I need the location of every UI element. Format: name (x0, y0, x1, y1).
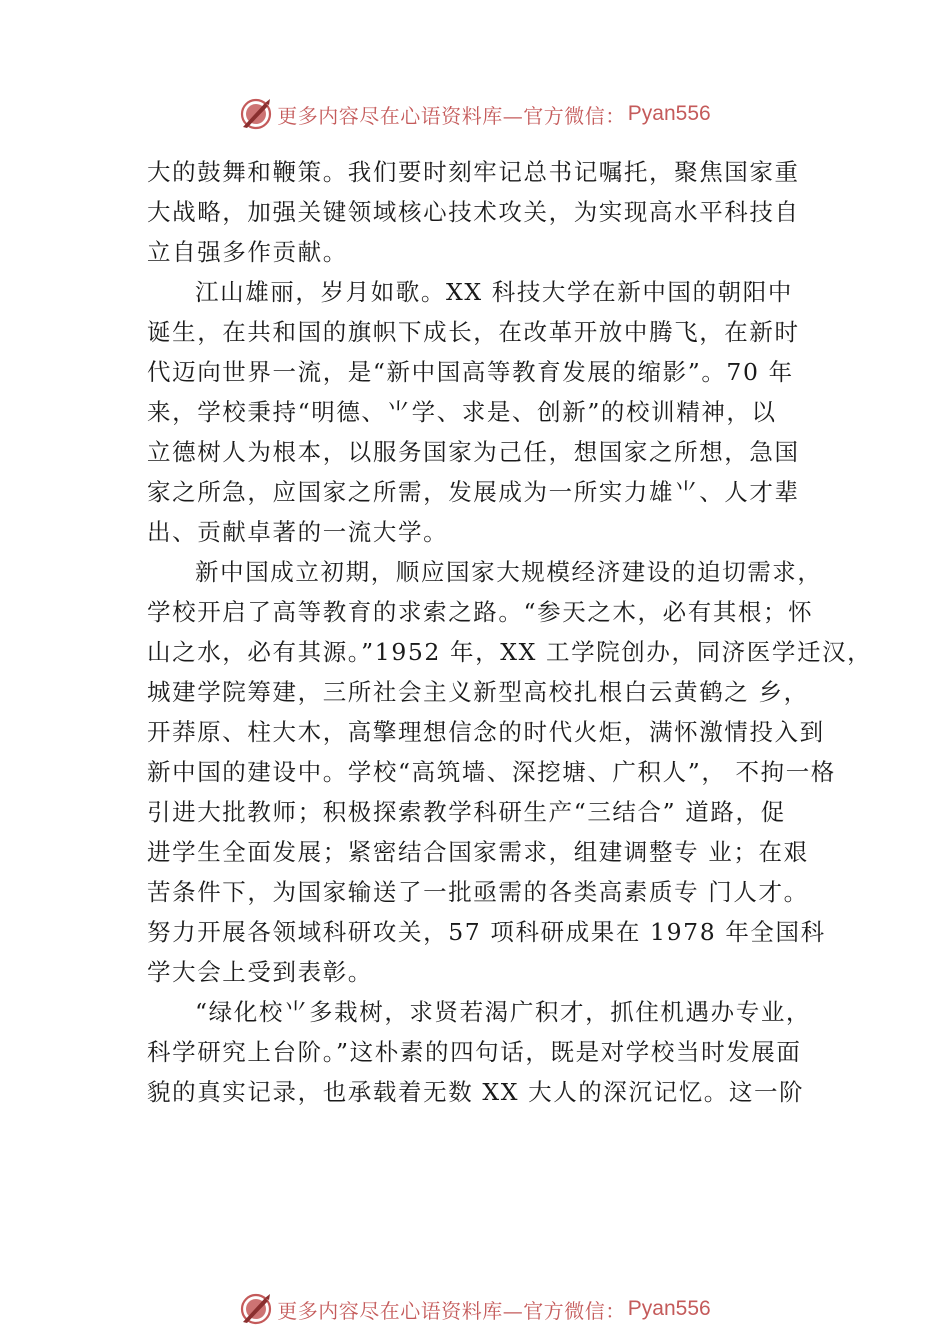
text-line: 科学研究上台阶。”这朴素的四句话，既是对学校当时发展面 (147, 1038, 802, 1066)
footer-watermark (0, 1289, 950, 1329)
document-body (147, 152, 873, 1112)
text-line: 家之所急，应国家之所需，发展成为一所实力雄⺌、人才辈 (147, 478, 800, 506)
text-line: “绿化校⺌多栽树，求贤若渴广积才，抓住机遇办专业， (195, 998, 812, 1026)
text-line: 立自强多作贡献。 (147, 238, 348, 266)
text-line: 貌的真实记录，也承载着无数 XX 大人的深沉记忆。这一阶 (147, 1078, 805, 1106)
text-line: 江山雄丽，岁月如歌。XX 科技大学在新中国的朝阳中 (195, 278, 793, 306)
text-line: 大战略，加强关键领域核心技术攻关，为实现高水平科技自 (147, 198, 800, 226)
text-line: 大的鼓舞和鞭策。我们要时刻牢记总书记嘱托，聚焦国家重 (147, 158, 800, 186)
text-line: 山之水，必有其源。”1952 年，XX 工学院创办，同济医学迁汉， (147, 638, 873, 666)
watermark-account: Pyan556 (627, 102, 711, 125)
text-line: 代迈向世界一流，是“新中国高等教育发展的缩影”。70 年 (147, 358, 794, 386)
text-line: 城建学院筹建，三所社会主义新型高校扎根白云黄鹤之 乡， (147, 678, 809, 706)
text-line: 立德树人为根本，以服务国家为己任，想国家之所想，急国 (147, 438, 800, 466)
text-line: 进学生全面发展；紧密结合国家需求，组建调整专 业；在艰 (147, 838, 809, 866)
quill-pen-seal-icon (239, 1292, 273, 1326)
text-line: 出、贡献卓著的一流大学。 (147, 518, 449, 546)
text-line: 努力开展各领域科研攻关，57 项科研成果在 1978 年全国科 (147, 918, 826, 946)
text-line: 开莽原、柱大木，高擎理想信念的时代火炬，满怀激情投入到 (147, 718, 825, 746)
watermark-text: 更多内容尽在心语资料库—官方微信： (277, 1298, 626, 1323)
quill-pen-seal-icon (239, 97, 273, 131)
text-line: 学校开启了高等教育的求索之路。“参天之木，必有其根；怀 (147, 598, 814, 626)
text-line: 引进大批教师；积极探索教学科研生产“三结合” 道路，促 (147, 798, 786, 826)
text-line: 新中国成立初期，顺应国家大规模经济建设的迫切需求， (195, 558, 823, 586)
text-line: 苦条件下，为国家输送了一批亟需的各类高素质专 门人才。 (147, 878, 809, 906)
text-line: 诞生，在共和国的旗帜下成长，在改革开放中腾飞，在新时 (147, 318, 800, 346)
header-watermark (0, 94, 950, 134)
text-line: 学大会上受到表彰。 (147, 958, 373, 986)
text-line: 来，学校秉持“明德、⺌学、求是、创新”的校训精神，以 (147, 398, 777, 426)
text-line: 新中国的建设中。学校“高筑墙、深挖塘、广积人”， 不拘一格 (147, 758, 836, 786)
watermark-account: Pyan556 (627, 1297, 711, 1320)
watermark-text: 更多内容尽在心语资料库—官方微信： (277, 103, 626, 128)
